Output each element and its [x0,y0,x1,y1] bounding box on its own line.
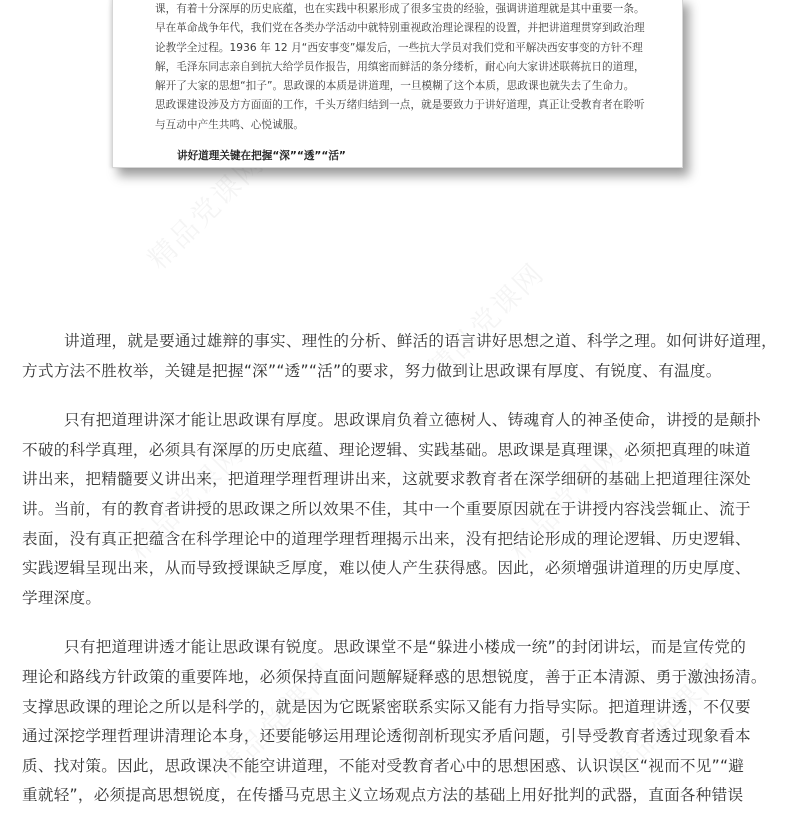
document-preview-line: 论教学全过程。1936 年 12 月“西安事变”爆发后，一些抗大学员对我们党和平解决西安事变的方针不理 [155,41,643,54]
article-paragraph [22,633,782,811]
article-paragraph [22,406,782,613]
document-preview-line: 思政课建设涉及方方面面的工作，千头万绪归结到一点，就是要致力于讲好道理，真正让受教育者在聆听 [155,99,645,112]
paragraph-line: 重就轻”，必须提高思想锐度，在传播马克思主义立场观点方法的基础上用好批判的武器，直面各种错误 [22,786,744,805]
paragraph-line: 不破的科学真理，必须具有深厚的历史底蕴、理论逻辑、实践基础。思政课是真理课，必须把真理的味道 [22,440,751,459]
paragraph-line: 质、找对策。因此，思政课决不能空讲道理，不能对受教育者心中的思想困惑、认识误区“视而不见”“避 [22,756,745,775]
paragraph-line: 只有把道理讲深才能让思政课有厚度。思政课肩负着立德树人、铸魂育人的神圣使命，讲授的是颠扑 [64,411,762,430]
document-page-preview [112,0,683,168]
paragraph-line: 表面，没有真正把蕴含在科学理论中的道理学理哲理揭示出来，没有把结论形成的理论逻辑、历史逻辑、 [22,529,751,548]
document-preview-line: 与互动中产生共鸣、心悦诚服。 [155,118,305,131]
document-preview-line: 课，有着十分深厚的历史底蕴，也在实践中积累形成了很多宝贵的经验，强调讲道理就是其中重要一条。 [155,3,645,15]
paragraph-line: 讲。当前，有的教育者讲授的思政课之所以效果不佳，其中一个重要原因就在于讲授内容浅尝辄止、流于 [22,499,751,518]
document-preview-heading: 讲好道理关键在把握“深”“透”“活” [177,150,346,162]
paragraph-line: 理论和路线方针政策的重要阵地，必须保持直面问题解疑释惑的思想锐度，善于正本清源、勇于激浊扬清。 [22,667,767,686]
paragraph-line: 只有把道理讲透才能让思政课有锐度。思政课堂不是“躲进小楼成一统”的封闭讲坛，而是宣传党的 [64,638,747,657]
paragraph-line: 实践逻辑呈现出来，从而导致授课缺乏厚度，难以使人产生获得感。因此，必须增强讲道理的历史厚度、 [22,559,751,578]
paragraph-line: 支撑思政课的理论之所以是科学的，就是因为它既紧密联系实际又能有力指导实际。把道理讲透，不仅要 [22,697,751,716]
document-preview-line: 解，毛泽东同志亲自到抗大给学员作报告，用缜密而鲜活的条分缕析，耐心向大家讲述联蒋抗日的道理， [155,60,645,73]
article-body [22,327,782,831]
article-paragraph [22,327,782,386]
paragraph-line: 学理深度。 [22,588,102,607]
document-preview-body [155,0,645,135]
document-preview-line: 解开了大家的思想“扣子”。思政课的本质是讲道理，一旦模糊了这个本质，思政课也就失去了生命力。 [155,80,635,93]
paragraph-line: 讲出来，把精髓要义讲出来，把道理学理哲理讲出来，这就要求教育者在深学细研的基础上把道理往深处 [22,470,751,489]
paragraph-line: 通过深挖学理哲理讲清理论本身，还要能够运用理论透彻剖析现实矛盾问题，引导受教育者透过现象看本 [22,727,751,746]
document-preview-line: 早在革命战争年代，我们党在各类办学活动中就特别重视政治理论课程的设置，并把讲道理贯穿到政治理 [155,22,645,35]
paragraph-line: 方式方法不胜枚举，关键是把握“深”“透”“活”的要求，努力做到让思政课有厚度、有锐度、有温度。 [22,361,722,380]
paragraph-line: 讲道理，就是要通过雄辩的事实、理性的分析、鲜活的语言讲好思想之道、科学之理。如何讲好道理， [64,332,777,350]
